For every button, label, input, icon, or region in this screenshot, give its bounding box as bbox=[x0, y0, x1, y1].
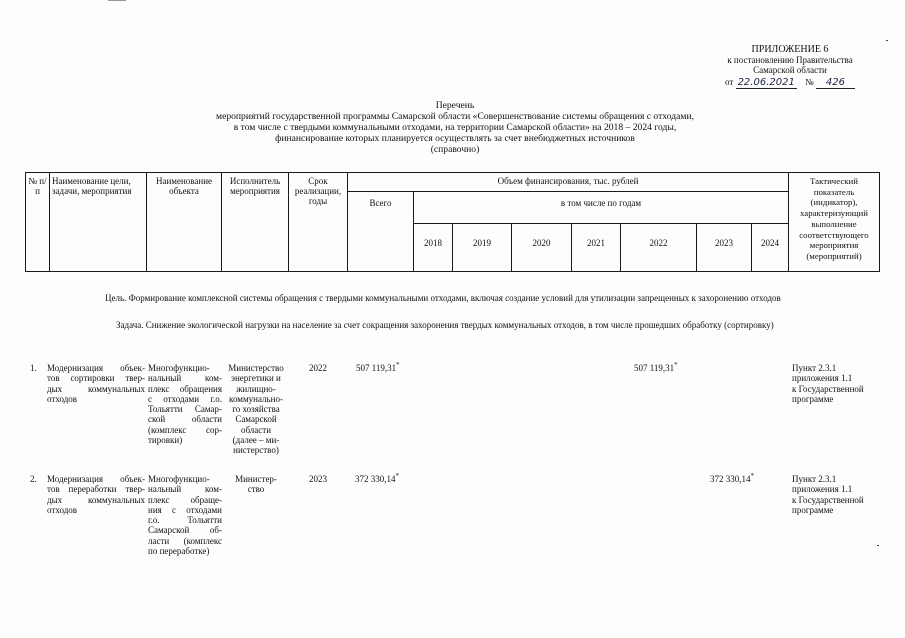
row-2-object-line: г.о. Тольятти bbox=[148, 515, 222, 526]
row-2-year-2023 bbox=[710, 474, 754, 484]
row-1-total-value: 507 119,31 bbox=[356, 363, 397, 373]
row-1-object-line: тировки) bbox=[148, 435, 183, 446]
row-2-num: 2. bbox=[30, 474, 37, 484]
row-2-object-line: нальный ком- bbox=[148, 484, 222, 495]
row-1-name-line: отходов bbox=[47, 393, 78, 404]
row-1-num: 1. bbox=[30, 363, 37, 373]
row-1-object-line: нальный ком- bbox=[148, 373, 222, 384]
row-2-name-line: тов переработки твер- bbox=[47, 484, 145, 495]
row-1-object-line: с отходами г.о. bbox=[148, 393, 222, 404]
header-year-2019: 2019 bbox=[452, 223, 512, 272]
row-2-year-asterisk: * bbox=[750, 472, 754, 480]
row-2-executor-line: ство bbox=[247, 484, 265, 495]
header-goal: Наименование цели, задачи, мероприятия bbox=[49, 172, 147, 272]
row-1-indicator-line: к Государственной bbox=[792, 383, 864, 394]
title-line-2: мероприятий государственной программы Самарской области «Совершенствование системы обращения с отходами, bbox=[216, 111, 694, 122]
row-2-object bbox=[148, 474, 222, 556]
row-1-indicator-line: приложения 1.1 bbox=[792, 373, 853, 384]
row-2-object-line: Многофункцио- bbox=[148, 474, 210, 484]
row-1-executor-line: го хозяйства bbox=[232, 404, 280, 415]
row-1-year-value: 507 119,31 bbox=[634, 363, 675, 373]
row-1-name bbox=[47, 363, 145, 404]
annex-title: ПРИЛОЖЕНИЕ 6 bbox=[751, 44, 829, 55]
row-2-total-value: 372 330,14 bbox=[355, 474, 396, 484]
row-1-object-line: ской области bbox=[148, 414, 222, 425]
row-1-object-line: Тольятти Самар- bbox=[148, 404, 222, 415]
annex-number: 426 bbox=[816, 77, 855, 89]
row-1-object-line: Многофункцио- bbox=[148, 363, 210, 373]
header-num: № п/п bbox=[25, 172, 50, 272]
scan-speck bbox=[886, 40, 888, 41]
header-object: Наименование объекта bbox=[146, 172, 222, 272]
header-year-2024: 2024 bbox=[751, 223, 789, 272]
row-1-indicator-line: Пункт 2.3.1 bbox=[792, 363, 837, 373]
title-line-1: Перечень bbox=[435, 100, 475, 111]
row-2-indicator-line: приложения 1.1 bbox=[792, 484, 853, 495]
scan-speck bbox=[108, 0, 126, 1]
row-2-total bbox=[355, 474, 399, 484]
row-2-indicator-line: программе bbox=[792, 504, 834, 515]
row-2-indicator-line: к Государственной bbox=[792, 494, 864, 505]
title-line-4: финансирование которых планируется осуществлять за счет внебюджетных источников bbox=[275, 133, 635, 144]
title-line-3: в том числе с твердыми коммунальными отходами, на территории Самарской области» на 2018 – 2024 годы, bbox=[233, 122, 677, 133]
row-1-executor-line: энергетики и bbox=[231, 373, 281, 384]
task-text: Задача. Снижение экологической нагрузки на население за счет сокращения захоронения твердых коммунальных отходов, в том числе прошедших обработку (сортировку) bbox=[116, 320, 774, 330]
annex-from-label: от bbox=[724, 77, 734, 87]
annex-date-line bbox=[690, 77, 890, 88]
row-1-total bbox=[356, 363, 400, 373]
row-1-name-line: Модернизация объек- bbox=[47, 363, 145, 373]
row-1-executor-line: коммунально- bbox=[229, 393, 283, 404]
row-2-object-line: по переработке) bbox=[148, 546, 210, 557]
header-executor: Исполнитель мероприятия bbox=[221, 172, 289, 272]
row-2-name bbox=[47, 474, 145, 515]
row-1-object-line: плекс обращения bbox=[148, 383, 222, 394]
row-2-name-line: Модернизация объек- bbox=[47, 474, 145, 484]
row-1-term: 2022 bbox=[309, 363, 327, 373]
document-title bbox=[130, 100, 780, 155]
row-1-executor bbox=[222, 363, 290, 456]
row-2-total-asterisk: * bbox=[395, 472, 399, 480]
row-1-executor-line: (далее – ми- bbox=[232, 435, 280, 446]
row-2-indicator-line: Пункт 2.3.1 bbox=[792, 474, 837, 484]
row-2-object-line: ния с отходами bbox=[148, 504, 222, 515]
row-2-executor bbox=[222, 474, 290, 495]
row-1-object bbox=[148, 363, 222, 445]
row-1-executor-line: области bbox=[240, 424, 272, 435]
scan-speck bbox=[877, 545, 879, 546]
row-2-term: 2023 bbox=[309, 474, 327, 484]
header-year-2021: 2021 bbox=[571, 223, 621, 272]
header-financing: Объем финансирования, тыс. рублей bbox=[347, 172, 789, 192]
row-1-executor-line: Самарской bbox=[235, 414, 277, 425]
row-1-name-line: дых коммунальных bbox=[47, 383, 145, 394]
row-1-indicator bbox=[792, 363, 884, 404]
row-1-executor-line: Министерство bbox=[228, 363, 284, 373]
goal-text: Цель. Формирование комплексной системы обращения с твердыми коммунальными отходами, включая создание условий для утилизации запрещенных к захоронению отходов bbox=[105, 293, 781, 303]
row-1-total-asterisk: * bbox=[396, 361, 400, 369]
row-2-object-line: Самарской об- bbox=[148, 525, 222, 536]
row-1-year-asterisk: * bbox=[674, 361, 678, 369]
row-2-object-line: ласти (комплекс bbox=[148, 535, 222, 546]
header-year-2022: 2022 bbox=[620, 223, 697, 272]
annex-date: 22.06.2021 bbox=[737, 77, 795, 88]
row-2-indicator bbox=[792, 474, 884, 515]
header-year-2020: 2020 bbox=[511, 223, 572, 272]
row-2-year-value: 372 330,14 bbox=[710, 474, 751, 484]
title-line-5: (справочно) bbox=[430, 144, 480, 155]
row-1-executor-line: жилищно- bbox=[236, 383, 276, 394]
row-2-name-line: дых коммунальных bbox=[47, 494, 145, 505]
row-2-name-line: отходов bbox=[47, 504, 78, 515]
row-1-indicator-line: программе bbox=[792, 393, 834, 404]
header-total: Всего bbox=[347, 191, 414, 272]
annex-block bbox=[690, 44, 890, 88]
row-2-object-line: плекс обраще- bbox=[148, 494, 222, 505]
header-year-2018: 2018 bbox=[413, 223, 453, 272]
header-year-2023: 2023 bbox=[696, 223, 752, 272]
annex-line-2: Самарской области bbox=[753, 65, 827, 75]
row-2-executor-line: Министер- bbox=[235, 474, 277, 484]
annex-number-label: № bbox=[805, 77, 814, 87]
header-by-years: в том числе по годам bbox=[413, 191, 789, 224]
row-1-object-line: (комплекс сор- bbox=[148, 424, 222, 435]
row-1-executor-line: нистерство) bbox=[233, 445, 279, 456]
annex-line-1: к постановлению Правительства bbox=[727, 55, 853, 65]
header-term: Срок реализации, годы bbox=[288, 172, 348, 272]
row-1-year-2022 bbox=[634, 363, 678, 373]
row-1-name-line: тов сортировки твер- bbox=[47, 373, 145, 384]
header-indicator: Тактический показатель (индикатор), характеризующий выполнение соответствующего мероприятия (мероприятий) bbox=[788, 172, 880, 272]
